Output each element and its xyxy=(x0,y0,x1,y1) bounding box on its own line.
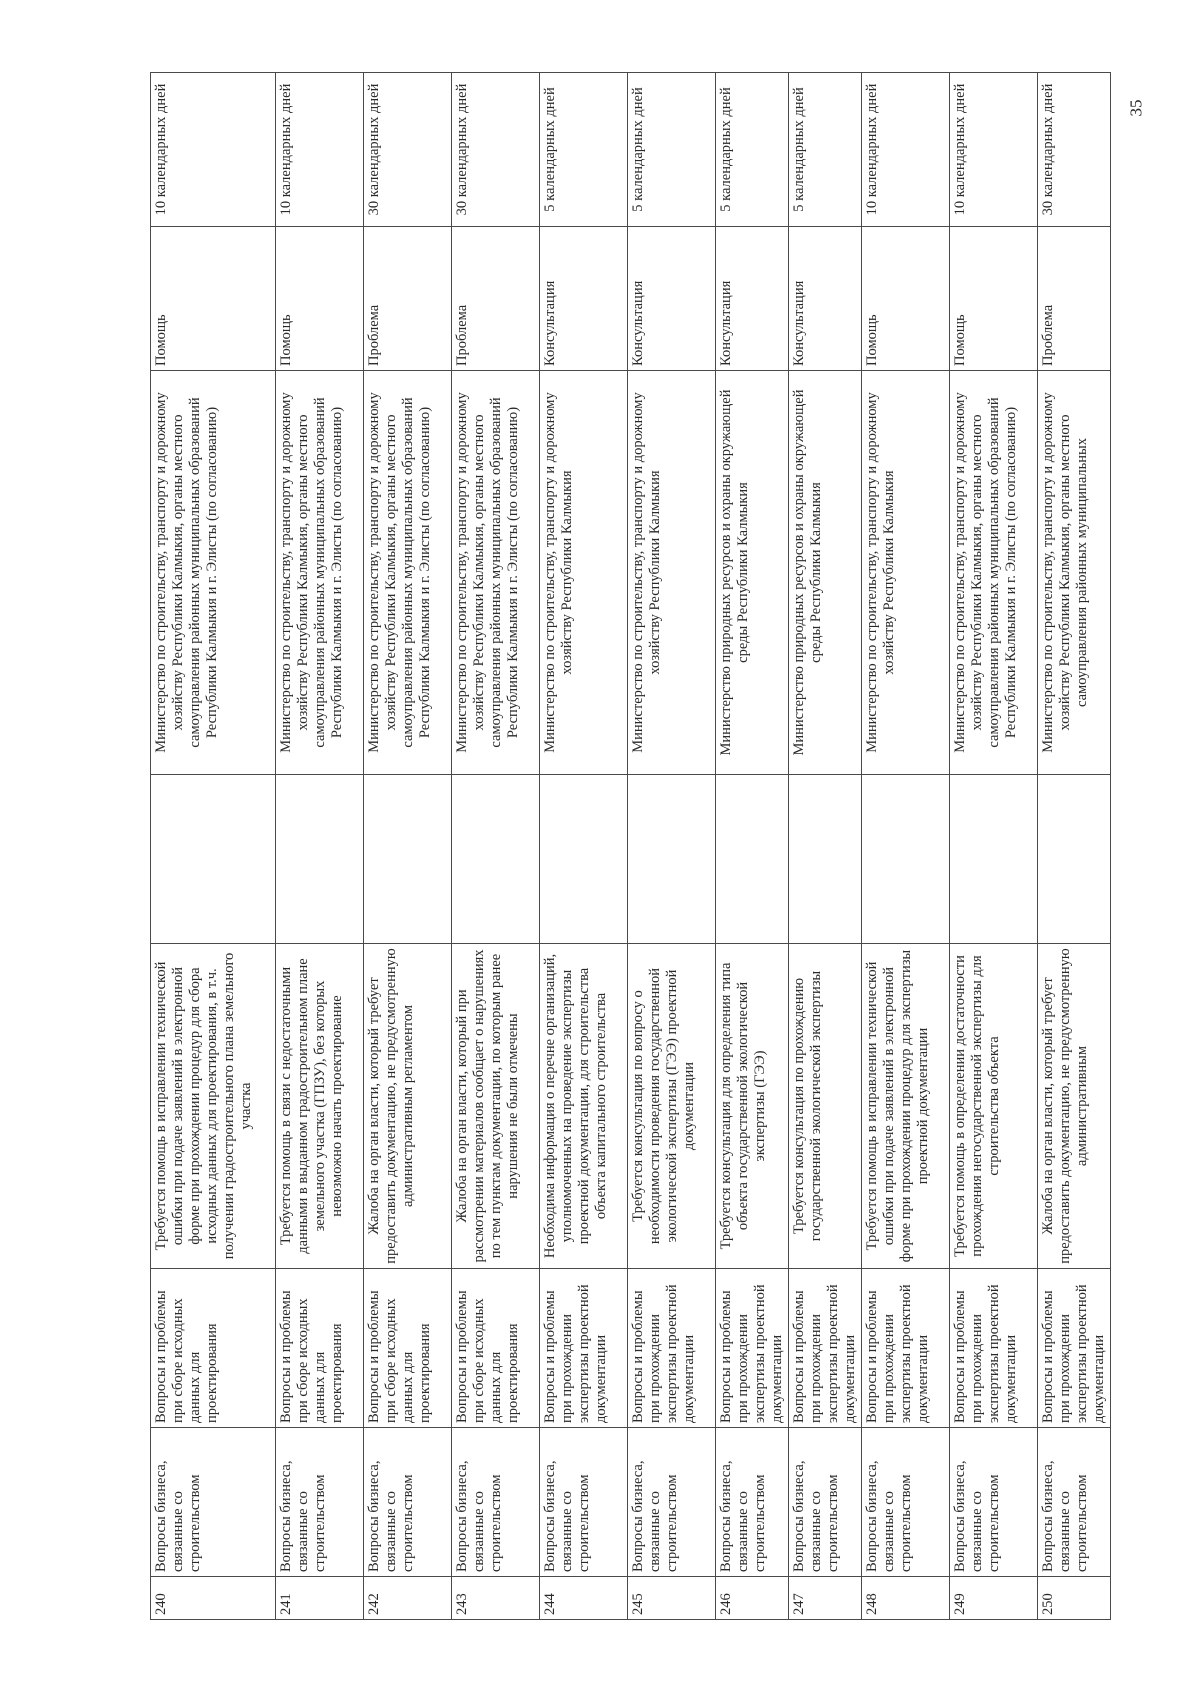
row-category: Вопросы бизнеса, связанные со строительством xyxy=(364,1428,452,1577)
row-description: Требуется консультация для определения типа объекта государственной экологической экспертизы (ГЭЭ) xyxy=(716,944,789,1269)
row-description: Жалоба на орган власти, который при рассмотрении материалов сообщает о нарушениях по тем пунктам документации, по которым ранее нарушения не были отмечены xyxy=(452,944,540,1269)
row-request-type: Помощь xyxy=(151,227,276,371)
row-number: 242 xyxy=(364,1577,452,1620)
row-empty-cell xyxy=(789,775,862,944)
row-request-type: Проблема xyxy=(1038,227,1111,371)
row-term: 5 календарных дней xyxy=(716,73,789,227)
row-term: 5 календарных дней xyxy=(628,73,716,227)
row-empty-cell xyxy=(628,775,716,944)
row-request-type: Консультация xyxy=(540,227,628,371)
row-description: Жалоба на орган власти, который требует предоставить документацию, не предусмотренную административным xyxy=(1038,944,1111,1269)
row-number: 248 xyxy=(862,1577,950,1620)
row-empty-cell xyxy=(862,775,950,944)
row-subcategory: Вопросы и проблемы при сборе исходных данных для проектирования xyxy=(452,1269,540,1428)
row-description: Требуется консультация по прохождению государственной экологической экспертизы xyxy=(789,944,862,1269)
row-subcategory: Вопросы и проблемы при прохождении экспертизы проектной документации xyxy=(628,1269,716,1428)
row-category: Вопросы бизнеса, связанные со строительством xyxy=(151,1428,276,1577)
row-number: 244 xyxy=(540,1577,628,1620)
row-term: 10 календарных дней xyxy=(276,73,364,227)
row-description: Необходима информация о перечне организаций, уполномоченных на проведение экспертизы проектной документации, для строительства объекта капитального строительства xyxy=(540,944,628,1269)
row-subcategory: Вопросы и проблемы при сборе исходных данных для проектирования xyxy=(151,1269,276,1428)
row-term: 10 календарных дней xyxy=(950,73,1038,227)
row-description: Требуется консультация по вопросу о необходимости проведения государственной экологической экспертизы (ГЭЭ) проектной документации xyxy=(628,944,716,1269)
registry-table xyxy=(150,72,1111,1620)
row-empty-cell xyxy=(364,775,452,944)
row-empty-cell xyxy=(276,775,364,944)
table-row xyxy=(1038,73,1111,1620)
table-row xyxy=(151,73,276,1620)
row-authority: Министерство по строительству, транспорту и дорожному хозяйству Республики Калмыкия, органы местного самоуправления районных муниципальных образований Республики Калмыкия и г. Элисты (по согласованию) xyxy=(452,371,540,775)
row-number: 247 xyxy=(789,1577,862,1620)
row-category: Вопросы бизнеса, связанные со строительством xyxy=(716,1428,789,1577)
row-request-type: Проблема xyxy=(452,227,540,371)
row-empty-cell xyxy=(452,775,540,944)
row-number: 245 xyxy=(628,1577,716,1620)
row-term: 10 календарных дней xyxy=(151,73,276,227)
row-subcategory: Вопросы и проблемы при прохождении экспертизы проектной документации xyxy=(950,1269,1038,1428)
row-category: Вопросы бизнеса, связанные со строительством xyxy=(950,1428,1038,1577)
row-request-type: Помощь xyxy=(276,227,364,371)
row-number: 249 xyxy=(950,1577,1038,1620)
table-row xyxy=(716,73,789,1620)
row-number: 246 xyxy=(716,1577,789,1620)
table-row xyxy=(452,73,540,1620)
row-description: Жалоба на орган власти, который требует предоставить документацию, не предусмотренную административным регламентом xyxy=(364,944,452,1269)
row-subcategory: Вопросы и проблемы при прохождении экспертизы проектной документации xyxy=(716,1269,789,1428)
table-row xyxy=(540,73,628,1620)
row-authority: Министерство по строительству, транспорту и дорожному хозяйству Республики Калмыкия xyxy=(628,371,716,775)
row-empty-cell xyxy=(950,775,1038,944)
row-request-type: Проблема xyxy=(364,227,452,371)
row-category: Вопросы бизнеса, связанные со строительством xyxy=(540,1428,628,1577)
table-row xyxy=(789,73,862,1620)
row-number: 243 xyxy=(452,1577,540,1620)
row-term: 5 календарных дней xyxy=(540,73,628,227)
row-description: Требуется помощь в связи с недостаточными данными в выданном градостроительном плане земельного участка (ГПЗУ), без которых невозможно начать проектирование xyxy=(276,944,364,1269)
row-term: 30 календарных дней xyxy=(1038,73,1111,227)
registry-table-body xyxy=(151,73,1111,1620)
table-row xyxy=(950,73,1038,1620)
row-authority: Министерство по строительству, транспорту и дорожному хозяйству Республики Калмыкия, органы местного самоуправления районных муниципальных образований Республики Калмыкия и г. Элисты (по согласованию) xyxy=(950,371,1038,775)
row-subcategory: Вопросы и проблемы при прохождении экспертизы проектной документации xyxy=(789,1269,862,1428)
row-authority: Министерство природных ресурсов и охраны окружающей среды Республики Калмыкия xyxy=(789,371,862,775)
row-empty-cell xyxy=(540,775,628,944)
table-row xyxy=(364,73,452,1620)
row-term: 5 календарных дней xyxy=(789,73,862,227)
row-category: Вопросы бизнеса, связанные со строительством xyxy=(628,1428,716,1577)
row-request-type: Помощь xyxy=(862,227,950,371)
row-description: Требуется помощь в исправлении технической ошибки при подаче заявлений в электронной форме при прохождении процедур для экспертизы проектной документации xyxy=(862,944,950,1269)
row-category: Вопросы бизнеса, связанные со строительством xyxy=(862,1428,950,1577)
row-subcategory: Вопросы и проблемы при сборе исходных данных для проектирования xyxy=(276,1269,364,1428)
row-term: 10 календарных дней xyxy=(862,73,950,227)
row-category: Вопросы бизнеса, связанные со строительством xyxy=(789,1428,862,1577)
row-request-type: Консультация xyxy=(716,227,789,371)
row-authority: Министерство по строительству, транспорту и дорожному хозяйству Республики Калмыкия, органы местного самоуправления районных муниципальных образований Республики Калмыкия и г. Элисты (по согласованию) xyxy=(151,371,276,775)
row-subcategory: Вопросы и проблемы при сборе исходных данных для проектирования xyxy=(364,1269,452,1428)
row-authority: Министерство по строительству, транспорту и дорожному хозяйству Республики Калмыкия xyxy=(540,371,628,775)
row-subcategory: Вопросы и проблемы при прохождении экспертизы проектной документации xyxy=(1038,1269,1111,1428)
row-authority: Министерство по строительству, транспорту и дорожному хозяйству Республики Калмыкия, органы местного самоуправления районных муниципальных образований Республики Калмыкия и г. Элисты (по согласованию) xyxy=(276,371,364,775)
row-request-type: Консультация xyxy=(628,227,716,371)
row-number: 240 xyxy=(151,1577,276,1620)
page-number: 35 xyxy=(1126,99,1146,117)
row-empty-cell xyxy=(151,775,276,944)
row-number: 250 xyxy=(1038,1577,1111,1620)
row-category: Вопросы бизнеса, связанные со строительством xyxy=(1038,1428,1111,1577)
table-row xyxy=(628,73,716,1620)
row-empty-cell xyxy=(1038,775,1111,944)
row-term: 30 календарных дней xyxy=(364,73,452,227)
row-category: Вопросы бизнеса, связанные со строительством xyxy=(276,1428,364,1577)
row-category: Вопросы бизнеса, связанные со строительством xyxy=(452,1428,540,1577)
row-number: 241 xyxy=(276,1577,364,1620)
row-authority: Министерство природных ресурсов и охраны окружающей среды Республики Калмыкия xyxy=(716,371,789,775)
row-subcategory: Вопросы и проблемы при прохождении экспертизы проектной документации xyxy=(862,1269,950,1428)
row-authority: Министерство по строительству, транспорту и дорожному хозяйству Республики Калмыкия, органы местного самоуправления районных муниципальных xyxy=(1038,371,1111,775)
row-authority: Министерство по строительству, транспорту и дорожному хозяйству Республики Калмыкия, органы местного самоуправления районных муниципальных образований Республики Калмыкия и г. Элисты (по согласованию) xyxy=(364,371,452,775)
rotated-page xyxy=(150,75,1150,1620)
table-row xyxy=(862,73,950,1620)
row-term: 30 календарных дней xyxy=(452,73,540,227)
row-request-type: Консультация xyxy=(789,227,862,371)
row-authority: Министерство по строительству, транспорту и дорожному хозяйству Республики Калмыкия xyxy=(862,371,950,775)
row-subcategory: Вопросы и проблемы при прохождении экспертизы проектной документации xyxy=(540,1269,628,1428)
row-description: Требуется помощь в определении достаточности прохождения негосударственной экспертизы для строительства объекта xyxy=(950,944,1038,1269)
row-empty-cell xyxy=(716,775,789,944)
row-request-type: Помощь xyxy=(950,227,1038,371)
table-row xyxy=(276,73,364,1620)
row-description: Требуется помощь в исправлении технической ошибки при подаче заявлений в электронной форме при прохождении процедур для сбора исходных данных для проектирования, в т.ч. получении градостроительного плана земельного участка xyxy=(151,944,276,1269)
